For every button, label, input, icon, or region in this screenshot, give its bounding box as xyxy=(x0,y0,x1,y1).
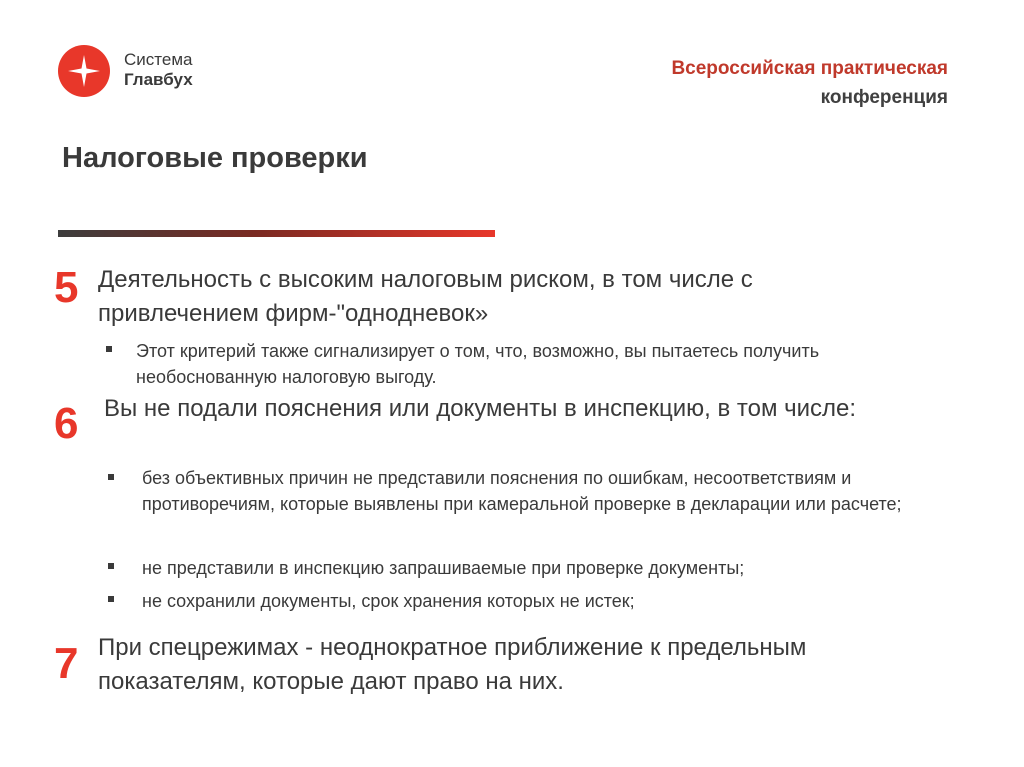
conference-line2: конференция xyxy=(820,87,948,108)
item-number: 6 xyxy=(54,399,79,448)
bullet-marker xyxy=(108,563,114,569)
logo-name-line1: Система xyxy=(124,50,193,69)
bullet-marker xyxy=(108,474,114,480)
conference-line1: Всероссийская практическая xyxy=(671,58,948,79)
conference-label xyxy=(671,54,948,112)
item-heading: Деятельность с высоким налоговым риском, в том числе с привлечением фирм-"однодневок» xyxy=(98,266,753,327)
slide-title: Налоговые проверки xyxy=(62,142,368,174)
item-number: 5 xyxy=(54,263,79,312)
bullet-marker xyxy=(106,346,112,352)
bullet-text: не сохранили документы, срок хранения которых не истек; xyxy=(142,591,635,611)
bullet-marker xyxy=(108,596,114,602)
bullet-text: не представили в инспекцию запрашиваемые при проверке документы; xyxy=(142,558,745,578)
logo xyxy=(58,44,258,104)
item-heading: При спецрежимах - неоднократное приближение к предельным показателям, которые дают право на них. xyxy=(98,634,807,695)
title-underline xyxy=(58,230,495,237)
glavbukh-logo-icon xyxy=(58,45,110,97)
item-heading: Вы не подали пояснения или документы в инспекцию, в том числе: xyxy=(104,395,857,422)
logo-name-line2: Главбух xyxy=(124,70,193,89)
bullet-text: без объективных причин не представили пояснения по ошибкам, несоответствиям и противоречиям, которые выявлены при камеральной проверке в декларации или расчете; xyxy=(142,468,902,514)
bullet-text: Этот критерий также сигнализирует о том, что, возможно, вы пытаетесь получить необоснованную налоговую выгоду. xyxy=(136,341,820,387)
item-number: 7 xyxy=(54,639,79,688)
